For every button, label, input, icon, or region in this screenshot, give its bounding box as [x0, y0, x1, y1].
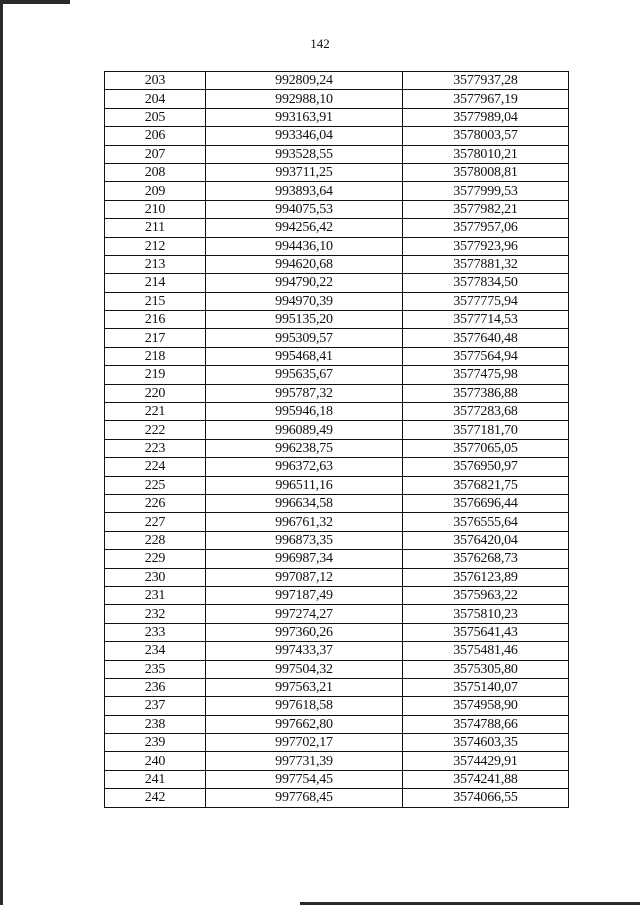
y-coordinate-cell: 3577989,04 [403, 108, 569, 126]
x-coordinate-cell: 997563,21 [206, 678, 403, 696]
y-coordinate-cell: 3577283,68 [403, 403, 569, 421]
table-row [105, 642, 569, 660]
point-number-cell: 229 [105, 550, 206, 568]
table-row [105, 678, 569, 696]
table-row [105, 568, 569, 586]
point-number-cell: 235 [105, 660, 206, 678]
table-row [105, 219, 569, 237]
x-coordinate-cell: 997662,80 [206, 715, 403, 733]
y-coordinate-cell: 3577475,98 [403, 366, 569, 384]
y-coordinate-cell: 3574958,90 [403, 697, 569, 715]
x-coordinate-cell: 993528,55 [206, 145, 403, 163]
point-number-cell: 234 [105, 642, 206, 660]
y-coordinate-cell: 3578003,57 [403, 127, 569, 145]
x-coordinate-cell: 995309,57 [206, 329, 403, 347]
point-number-cell: 219 [105, 366, 206, 384]
table-row [105, 697, 569, 715]
x-coordinate-cell: 996238,75 [206, 439, 403, 457]
y-coordinate-cell: 3577065,05 [403, 439, 569, 457]
table-row [105, 311, 569, 329]
x-coordinate-cell: 995135,20 [206, 311, 403, 329]
table-row [105, 127, 569, 145]
point-number-cell: 209 [105, 182, 206, 200]
table-row [105, 494, 569, 512]
table-row [105, 255, 569, 273]
y-coordinate-cell: 3576123,89 [403, 568, 569, 586]
table-row [105, 329, 569, 347]
point-number-cell: 222 [105, 421, 206, 439]
x-coordinate-cell: 993893,64 [206, 182, 403, 200]
table-row [105, 660, 569, 678]
y-coordinate-cell: 3578008,81 [403, 163, 569, 181]
table-row [105, 384, 569, 402]
table-row [105, 274, 569, 292]
table-row [105, 605, 569, 623]
table-row [105, 366, 569, 384]
y-coordinate-cell: 3574429,91 [403, 752, 569, 770]
y-coordinate-cell: 3578010,21 [403, 145, 569, 163]
y-coordinate-cell: 3577937,28 [403, 72, 569, 90]
table-row [105, 476, 569, 494]
point-number-cell: 206 [105, 127, 206, 145]
y-coordinate-cell: 3575140,07 [403, 678, 569, 696]
table-row [105, 347, 569, 365]
table-row [105, 770, 569, 788]
y-coordinate-cell: 3576268,73 [403, 550, 569, 568]
x-coordinate-cell: 996089,49 [206, 421, 403, 439]
y-coordinate-cell: 3577881,32 [403, 255, 569, 273]
x-coordinate-cell: 994436,10 [206, 237, 403, 255]
y-coordinate-cell: 3577386,88 [403, 384, 569, 402]
point-number-cell: 217 [105, 329, 206, 347]
table-row [105, 715, 569, 733]
table-row [105, 403, 569, 421]
y-coordinate-cell: 3577564,94 [403, 347, 569, 365]
table-row [105, 182, 569, 200]
point-number-cell: 239 [105, 734, 206, 752]
scan-edge-left [0, 0, 3, 905]
table-row [105, 145, 569, 163]
point-number-cell: 208 [105, 163, 206, 181]
y-coordinate-cell: 3577640,48 [403, 329, 569, 347]
x-coordinate-cell: 997433,37 [206, 642, 403, 660]
point-number-cell: 238 [105, 715, 206, 733]
table-row [105, 421, 569, 439]
x-coordinate-cell: 997754,45 [206, 770, 403, 788]
point-number-cell: 214 [105, 274, 206, 292]
x-coordinate-cell: 993346,04 [206, 127, 403, 145]
y-coordinate-cell: 3576420,04 [403, 531, 569, 549]
y-coordinate-cell: 3575810,23 [403, 605, 569, 623]
x-coordinate-cell: 997618,58 [206, 697, 403, 715]
x-coordinate-cell: 997702,17 [206, 734, 403, 752]
x-coordinate-cell: 995635,67 [206, 366, 403, 384]
point-number-cell: 210 [105, 200, 206, 218]
table-row [105, 439, 569, 457]
x-coordinate-cell: 993163,91 [206, 108, 403, 126]
point-number-cell: 230 [105, 568, 206, 586]
point-number-cell: 240 [105, 752, 206, 770]
x-coordinate-cell: 997504,32 [206, 660, 403, 678]
point-number-cell: 237 [105, 697, 206, 715]
x-coordinate-cell: 994620,68 [206, 255, 403, 273]
x-coordinate-cell: 995468,41 [206, 347, 403, 365]
point-number-cell: 226 [105, 494, 206, 512]
point-number-cell: 220 [105, 384, 206, 402]
point-number-cell: 227 [105, 513, 206, 531]
x-coordinate-cell: 994790,22 [206, 274, 403, 292]
scan-edge-top [0, 0, 70, 4]
table-row [105, 163, 569, 181]
x-coordinate-cell: 996873,35 [206, 531, 403, 549]
y-coordinate-cell: 3577714,53 [403, 311, 569, 329]
y-coordinate-cell: 3577923,96 [403, 237, 569, 255]
table-row [105, 789, 569, 807]
point-number-cell: 232 [105, 605, 206, 623]
x-coordinate-cell: 997274,27 [206, 605, 403, 623]
y-coordinate-cell: 3577982,21 [403, 200, 569, 218]
point-number-cell: 223 [105, 439, 206, 457]
y-coordinate-cell: 3577834,50 [403, 274, 569, 292]
page-number: 142 [310, 36, 330, 51]
table-row [105, 200, 569, 218]
point-number-cell: 236 [105, 678, 206, 696]
x-coordinate-cell: 995946,18 [206, 403, 403, 421]
table-row [105, 72, 569, 90]
x-coordinate-cell: 994970,39 [206, 292, 403, 310]
point-number-cell: 242 [105, 789, 206, 807]
table-row [105, 752, 569, 770]
table-row [105, 513, 569, 531]
x-coordinate-cell: 992988,10 [206, 90, 403, 108]
y-coordinate-cell: 3576821,75 [403, 476, 569, 494]
table-row [105, 90, 569, 108]
point-number-cell: 231 [105, 586, 206, 604]
x-coordinate-cell: 996987,34 [206, 550, 403, 568]
y-coordinate-cell: 3574066,55 [403, 789, 569, 807]
x-coordinate-cell: 996634,58 [206, 494, 403, 512]
x-coordinate-cell: 996511,16 [206, 476, 403, 494]
y-coordinate-cell: 3577999,53 [403, 182, 569, 200]
point-number-cell: 215 [105, 292, 206, 310]
point-number-cell: 233 [105, 623, 206, 641]
table-row [105, 586, 569, 604]
x-coordinate-cell: 997768,45 [206, 789, 403, 807]
y-coordinate-cell: 3575305,80 [403, 660, 569, 678]
y-coordinate-cell: 3574241,88 [403, 770, 569, 788]
x-coordinate-cell: 997360,26 [206, 623, 403, 641]
point-number-cell: 225 [105, 476, 206, 494]
table-row [105, 237, 569, 255]
x-coordinate-cell: 992809,24 [206, 72, 403, 90]
point-number-cell: 221 [105, 403, 206, 421]
table-row [105, 734, 569, 752]
x-coordinate-cell: 997187,49 [206, 586, 403, 604]
y-coordinate-cell: 3577775,94 [403, 292, 569, 310]
point-number-cell: 224 [105, 458, 206, 476]
y-coordinate-cell: 3576696,44 [403, 494, 569, 512]
point-number-cell: 204 [105, 90, 206, 108]
table-row [105, 458, 569, 476]
point-number-cell: 228 [105, 531, 206, 549]
point-number-cell: 203 [105, 72, 206, 90]
y-coordinate-cell: 3574788,66 [403, 715, 569, 733]
y-coordinate-cell: 3577181,70 [403, 421, 569, 439]
point-number-cell: 205 [105, 108, 206, 126]
x-coordinate-cell: 997087,12 [206, 568, 403, 586]
x-coordinate-cell: 997731,39 [206, 752, 403, 770]
y-coordinate-cell: 3575641,43 [403, 623, 569, 641]
y-coordinate-cell: 3575963,22 [403, 586, 569, 604]
y-coordinate-cell: 3576950,97 [403, 458, 569, 476]
x-coordinate-cell: 994256,42 [206, 219, 403, 237]
table-row [105, 623, 569, 641]
x-coordinate-cell: 995787,32 [206, 384, 403, 402]
point-number-cell: 212 [105, 237, 206, 255]
point-number-cell: 241 [105, 770, 206, 788]
y-coordinate-cell: 3577957,06 [403, 219, 569, 237]
x-coordinate-cell: 993711,25 [206, 163, 403, 181]
table-row [105, 550, 569, 568]
y-coordinate-cell: 3574603,35 [403, 734, 569, 752]
y-coordinate-cell: 3577967,19 [403, 90, 569, 108]
point-number-cell: 211 [105, 219, 206, 237]
point-number-cell: 213 [105, 255, 206, 273]
table-row [105, 108, 569, 126]
point-number-cell: 218 [105, 347, 206, 365]
point-number-cell: 216 [105, 311, 206, 329]
x-coordinate-cell: 996372,63 [206, 458, 403, 476]
y-coordinate-cell: 3575481,46 [403, 642, 569, 660]
table-row [105, 292, 569, 310]
coordinates-table-body [105, 72, 569, 808]
y-coordinate-cell: 3576555,64 [403, 513, 569, 531]
coordinates-table [104, 71, 569, 808]
table-row [105, 531, 569, 549]
x-coordinate-cell: 996761,32 [206, 513, 403, 531]
x-coordinate-cell: 994075,53 [206, 200, 403, 218]
point-number-cell: 207 [105, 145, 206, 163]
